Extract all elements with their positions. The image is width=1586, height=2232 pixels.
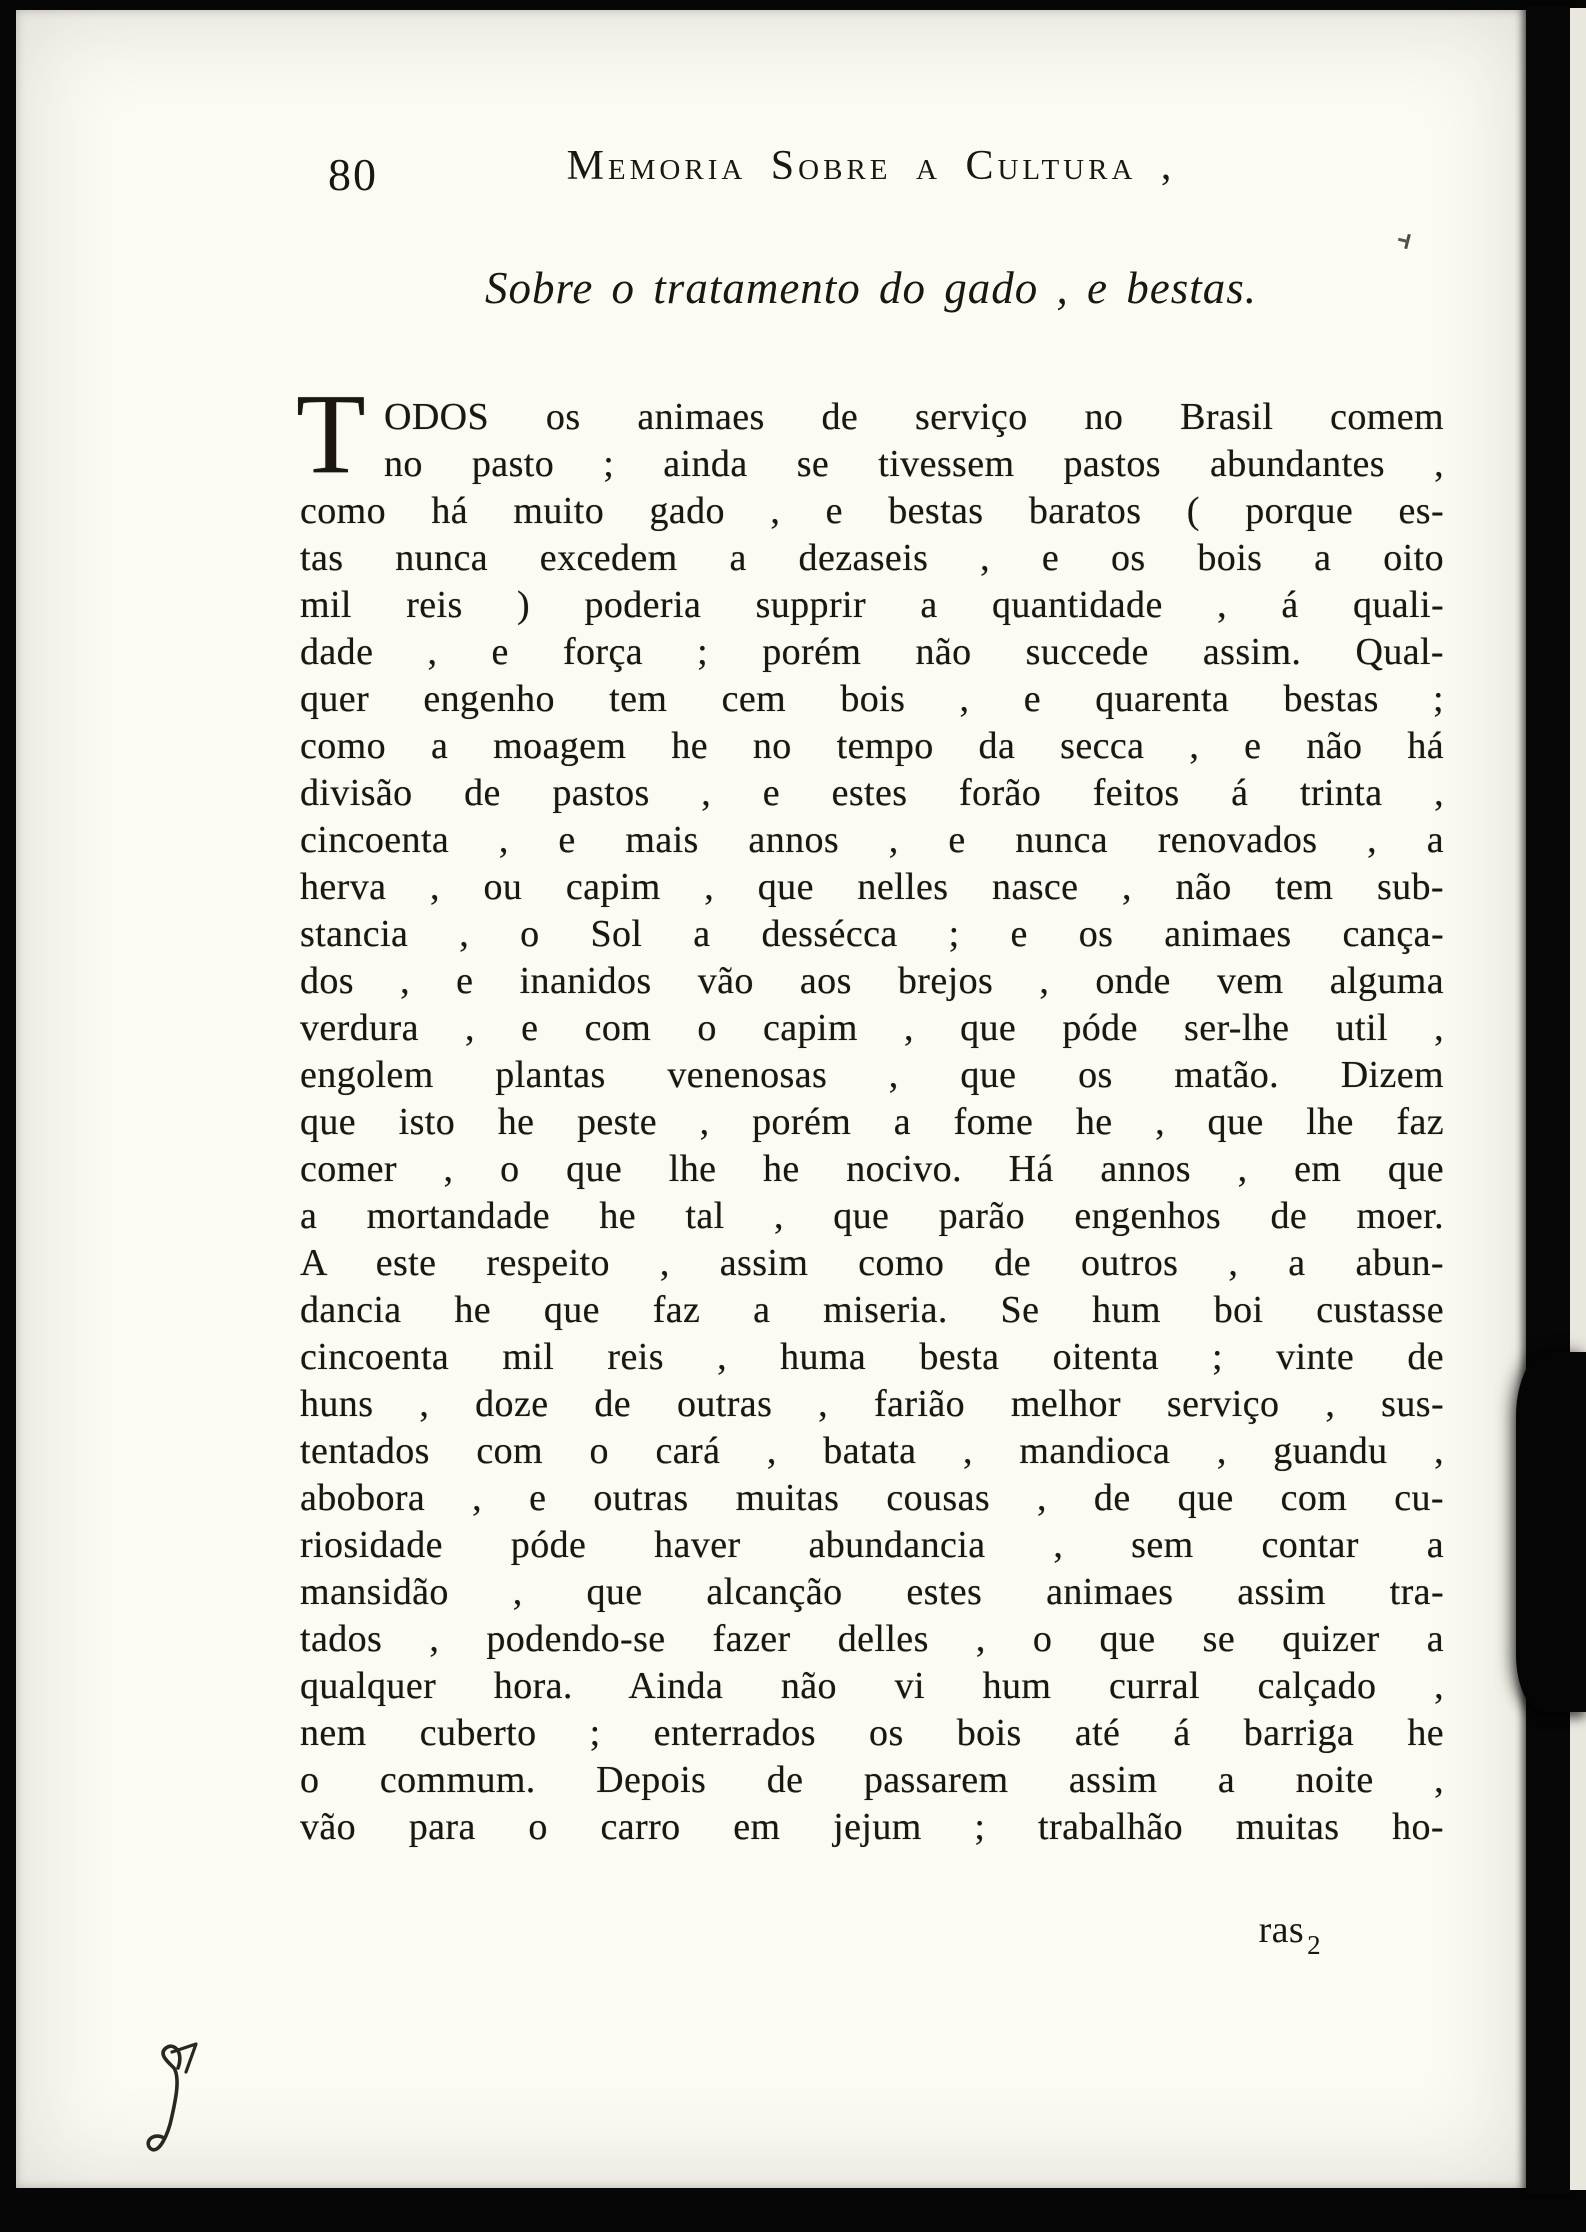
text-line: o commum. Depois de passarem assim a noite ,	[300, 1759, 1444, 1801]
text-line: dos , e inanidos vão aos brejos , onde vem alguma	[300, 960, 1444, 1002]
section-subtitle: Sobre o tratamento do gado , e bestas.	[484, 263, 1258, 313]
text-line: que isto he peste , porém a fome he , que lhe faz	[300, 1101, 1444, 1143]
text-line: cincoenta , e mais annos , e nunca renovados , a	[300, 819, 1444, 861]
text-line: tentados com o cará , batata , mandioca , guandu ,	[300, 1430, 1444, 1472]
text-line: engolem plantas venenosas , que os matão. Dizem	[300, 1054, 1444, 1096]
text-line: vão para o carro em jejum ; trabalhão muitas ho-	[300, 1806, 1444, 1848]
text-line: huns , doze de outras , farião melhor serviço , sus-	[300, 1383, 1444, 1425]
catchword-text: ras	[1258, 1909, 1305, 1951]
text-line: mil reis ) poderia supprir a quantidade , á quali-	[300, 584, 1444, 626]
handwritten-squiggle-mark	[138, 2038, 228, 2168]
text-line: dade , e força ; porém não succede assim. Qual-	[300, 631, 1444, 673]
text-line: tados , podendo-se fazer delles , o que se quizer a	[300, 1618, 1444, 1660]
text-line: stancia , o Sol a dessécca ; e os animaes cança-	[300, 913, 1444, 955]
scan-gutter-shadow	[1526, 6, 1570, 2194]
text-line: A este respeito , assim como de outros , a abun-	[300, 1242, 1444, 1284]
scan-ink-blob	[1516, 1352, 1586, 1712]
text-line: nem cuberto ; enterrados os bois até á barriga he	[300, 1712, 1444, 1754]
page	[16, 10, 1526, 2188]
page-number: 80	[328, 149, 378, 200]
ink-speck	[1404, 234, 1411, 249]
text-line: a mortandade he tal , que parão engenhos de moer.	[300, 1195, 1444, 1237]
text-lines	[300, 394, 1444, 1851]
drop-cap: T	[296, 370, 367, 497]
text-line: herva , ou capim , que nelles nasce , não tem sub-	[300, 866, 1444, 908]
text-line: como há muito gado , e bestas baratos ( porque es-	[300, 490, 1444, 532]
text-line: cincoenta mil reis , huma besta oitenta ; vinte de	[300, 1336, 1444, 1378]
text-line: tas nunca excedem a dezaseis , e os bois a oito	[300, 537, 1444, 579]
text-line: como a moagem he no tempo da secca , e não há	[300, 725, 1444, 767]
body-text	[296, 370, 1444, 1851]
scan-right-page-edge	[1570, 8, 1586, 2190]
text-line: quer engenho tem cem bois , e quarenta bestas ;	[300, 678, 1444, 720]
signature-mark: 2	[1307, 1930, 1321, 1960]
text-line: dancia he que faz a miseria. Se hum boi custasse	[300, 1289, 1444, 1331]
running-title: Memoria Sobre a Cultura ,	[566, 143, 1176, 189]
text-line: comer , o que lhe he nocivo. Há annos , em que	[300, 1148, 1444, 1190]
text-line: verdura , e com o capim , que póde ser-lhe util ,	[300, 1007, 1444, 1049]
catchword	[1259, 1908, 1321, 1961]
text-line: no pasto ; ainda se tivessem pastos abundantes ,	[384, 443, 1444, 485]
text-line: riosidade póde haver abundancia , sem contar a	[300, 1524, 1444, 1566]
text-line: mansidão , que alcanção estes animaes assim tra-	[300, 1571, 1444, 1613]
text-line: ODOS os animaes de serviço no Brasil comem	[384, 396, 1444, 438]
text-line: divisão de pastos , e estes forão feitos á trinta ,	[300, 772, 1444, 814]
text-line: abobora , e outras muitas cousas , de que com cu-	[300, 1477, 1444, 1519]
page-header	[300, 142, 1442, 202]
text-line: qualquer hora. Ainda não vi hum curral calçado ,	[300, 1665, 1444, 1707]
